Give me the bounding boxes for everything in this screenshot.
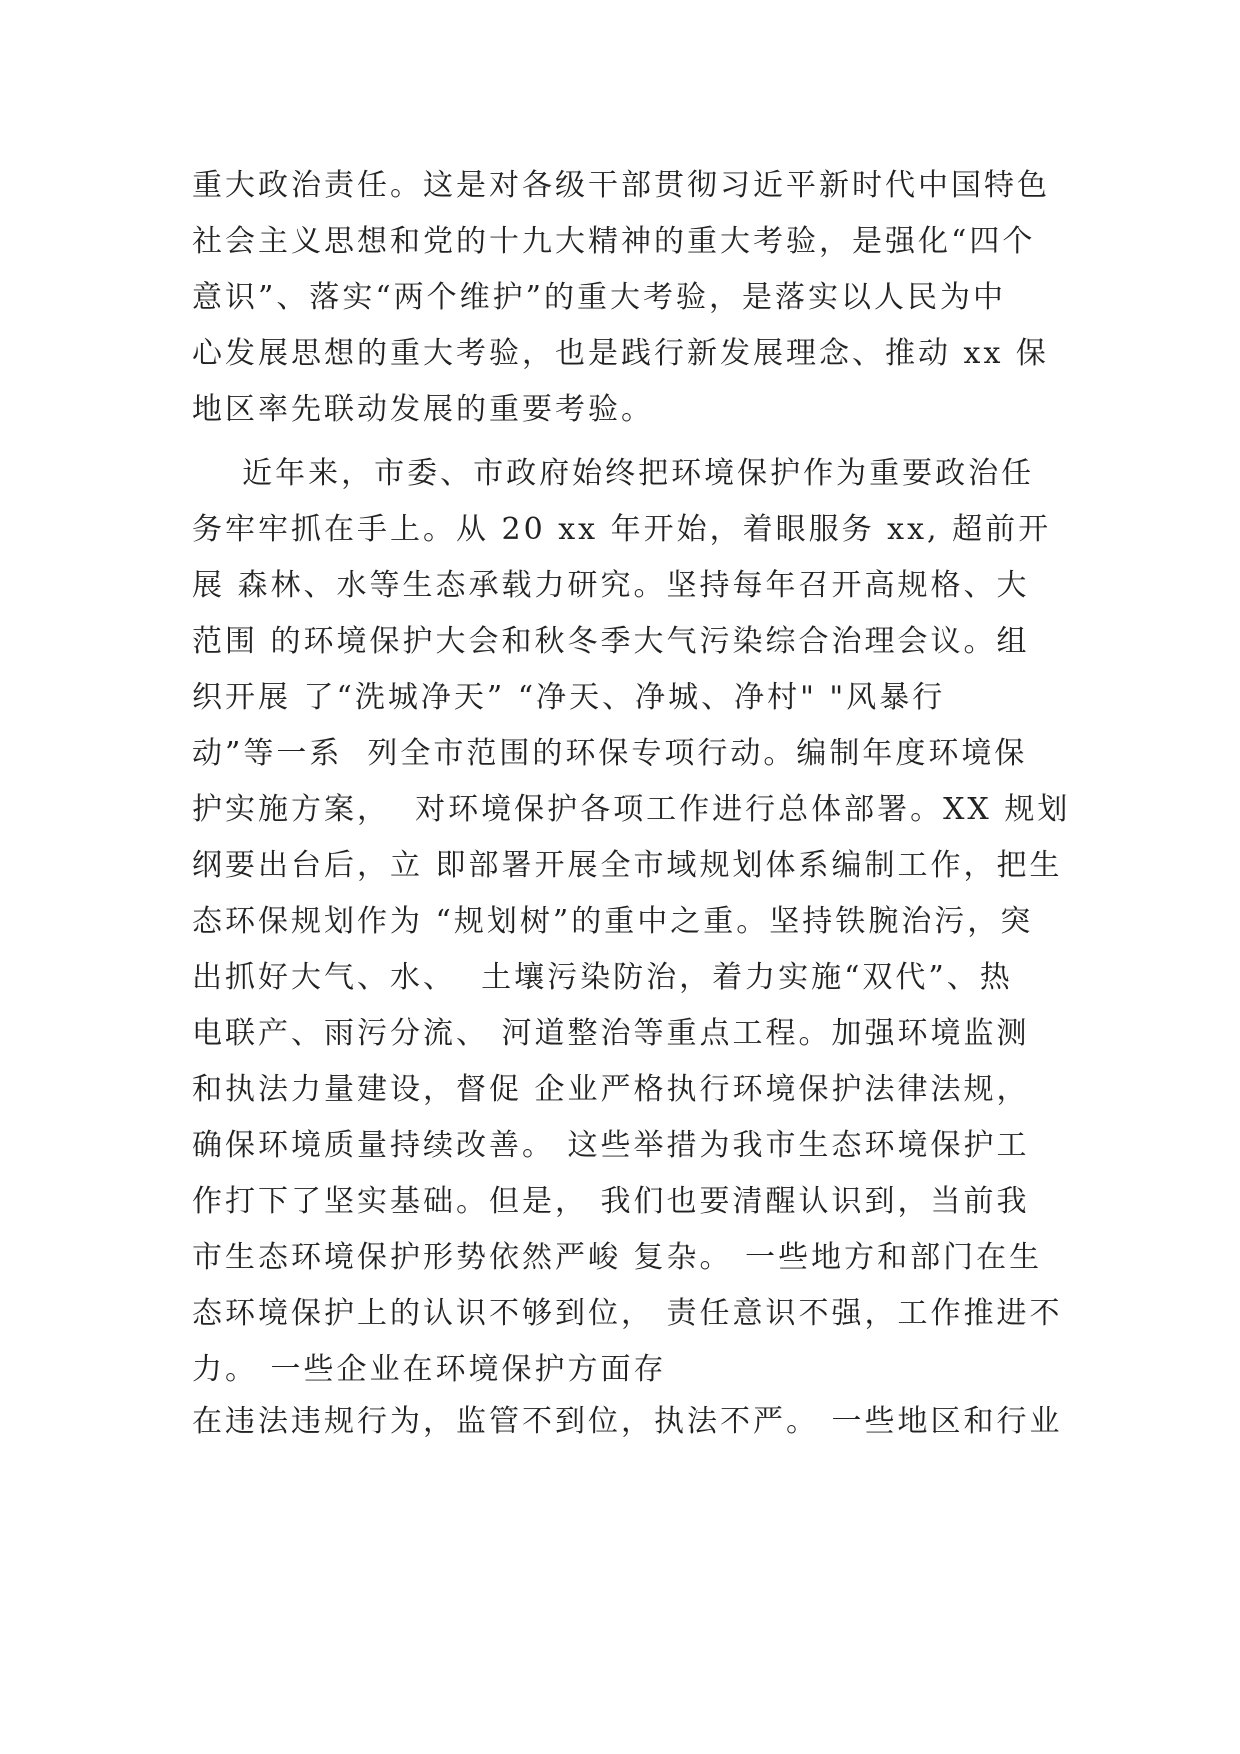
text-line: 电联产、雨污分流、 河道整治等重点工程。加强环境监测 bbox=[192, 1016, 1030, 1051]
text-line: 意识”、落实“两个维护”的重大考验，是落实以人民为中 bbox=[192, 280, 1007, 315]
paragraph-1 bbox=[192, 158, 1062, 438]
text-line: 织开展 了“洗城净天” “净天、净城、净村" "风暴行 bbox=[192, 680, 946, 715]
text-line: 出抓好大气、水、 土壤污染防治，着力实施“双代”、热 bbox=[192, 960, 1013, 995]
text-line: 作打下了坚实基础。但是， 我们也要清醒认识到，当前我 bbox=[192, 1184, 1030, 1219]
text-line: 护实施方案， 对环境保护各项工作进行总体部署。XX 规划 bbox=[192, 792, 1071, 827]
text-line: 态环境保护上的认识不够到位， 责任意识不强，工作推进不 bbox=[192, 1296, 1063, 1331]
text-line: 确保环境质量持续改善。 这些举措为我市生态环境保护工 bbox=[192, 1128, 1030, 1163]
text-line: 务牢牢抓在手上。从 20 xx 年开始，着眼服务 xx, 超前开 bbox=[192, 512, 1052, 547]
text-line: 范围 的环境保护大会和秋冬季大气污染综合治理会议。组 bbox=[192, 624, 1030, 659]
text-line: 力。 一些企业在环境保护方面存 bbox=[192, 1352, 667, 1387]
text-line: 地区率先联动发展的重要考验。 bbox=[192, 392, 654, 427]
text-line-continuation: 在违法违规行为，监管不到位，执法不严。 一些地区和行业 bbox=[192, 1404, 1063, 1439]
text-line: 展 森林、水等生态承载力研究。坚持每年召开高规格、大 bbox=[192, 568, 1030, 603]
text-line: 态环保规划作为 “规划树”的重中之重。坚持铁腕治污，突 bbox=[192, 904, 1034, 939]
paragraph-2 bbox=[192, 446, 1071, 1446]
text-line: 纲要出台后，立 即部署开展全市域规划体系编制工作，把生 bbox=[192, 848, 1063, 883]
text-line: 社会主义思想和党的十九大精神的重大考验，是强化“四个 bbox=[192, 224, 1036, 259]
paragraph-gap bbox=[192, 438, 1062, 446]
text-line: 动”等一系 列全市范围的环保专项行动。编制年度环境保 bbox=[192, 736, 1028, 771]
text-line: 近年来，市委、市政府始终把环境保护作为重要政治任 bbox=[192, 456, 1035, 491]
text-line: 和执法力量建设，督促 企业严格执行环境保护法律法规， bbox=[192, 1072, 1030, 1107]
text-line: 心发展思想的重大考验，也是践行新发展理念、推动 xx 保 bbox=[192, 336, 1049, 371]
document-body bbox=[192, 158, 1071, 1446]
text-line: 重大政治责任。这是对各级干部贯彻习近平新时代中国特色 bbox=[192, 168, 1050, 203]
text-line: 市生态环境保护形势依然严峻 复杂。 一些地方和部门在生 bbox=[192, 1240, 1043, 1275]
